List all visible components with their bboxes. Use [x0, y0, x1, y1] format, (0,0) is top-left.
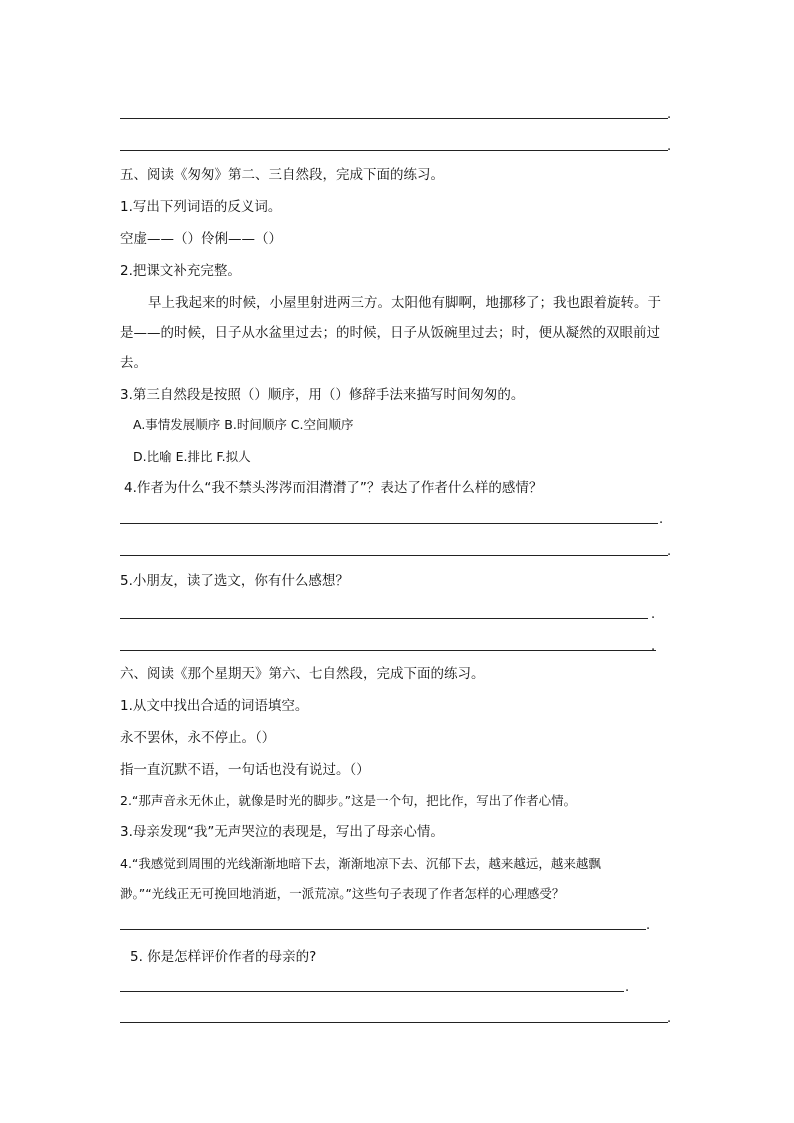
- answer-line[interactable]: [120, 1022, 668, 1023]
- passage-line-1: 早上我起来的时候，小屋里射进两三方。太阳他有脚啊，地挪移了；我也跟着旋转。于: [148, 295, 661, 311]
- passage-line-2: 是——的时候，日子从水盆里过去；的时候，日子从饭碗里过去；时，便从凝然的双眼前过: [120, 325, 660, 341]
- section-5-title: 五、阅读《匆匆》第二、三自然段，完成下面的练习。: [120, 167, 444, 183]
- question-6-1-a: 永不罢休，永不停止。（）: [120, 730, 276, 746]
- line-end-dot: .: [646, 918, 651, 933]
- question-6-4-line-1: 4.“我感觉到周围的光线渐渐地暗下去，渐渐地凉下去、沉郁下去，越来越远，越来越飘: [120, 856, 601, 871]
- section-6-title: 六、阅读《那个星期天》第六、七自然段，完成下面的练习。: [120, 666, 485, 682]
- answer-line[interactable]: [120, 555, 668, 556]
- question-5-1: 1.写出下列词语的反义词。: [120, 199, 282, 215]
- line-end-dot: .: [651, 607, 656, 622]
- question-6-5: 5. 你是怎样评价作者的母亲的?: [130, 949, 317, 965]
- question-6-1: 1.从文中找出合适的词语填空。: [120, 698, 309, 714]
- line-end-dot: .: [667, 1011, 672, 1026]
- question-5-5: 5.小朋友，读了选文，你有什么感想？: [120, 573, 349, 589]
- question-5-2: 2.把课文补充完整。: [120, 263, 241, 279]
- line-end-dot: .: [651, 639, 656, 654]
- question-6-2: 2.“那声音永无休止，就像是时光的脚步。”这是一个句，把比作，写出了作者心情。: [120, 793, 577, 808]
- line-end-dot: .: [625, 980, 630, 995]
- passage-line-3: 去。: [120, 355, 147, 371]
- answer-line[interactable]: [120, 523, 658, 524]
- answer-line[interactable]: [120, 991, 624, 992]
- question-5-4: 4.作者为什么“我不禁头涔涔而泪潸潸了”？表达了作者什么样的感情？: [124, 480, 543, 496]
- question-5-3: 3.第三自然段是按照（）顺序，用（）修辞手法来描写时间匆匆的。: [120, 387, 525, 403]
- answer-line[interactable]: [120, 650, 656, 651]
- answer-line[interactable]: [120, 618, 648, 619]
- line-end-dot: .: [667, 139, 672, 154]
- answer-line[interactable]: [120, 929, 646, 930]
- answer-line[interactable]: [120, 118, 668, 119]
- answer-line[interactable]: [120, 150, 668, 151]
- question-5-3-options-2: D.比喻 E.排比 F.拟人: [133, 449, 251, 464]
- question-6-1-b: 指一直沉默不语，一句话也没有说过。（）: [120, 762, 370, 778]
- question-5-1-items: 空虚——（）伶俐——（）: [120, 231, 282, 247]
- line-end-dot: .: [667, 107, 672, 122]
- question-6-4-line-2: 渺。”“光线正无可挽回地消逝，一派荒凉。”这些句子表现了作者怎样的心理感受？: [120, 886, 565, 901]
- line-end-dot: .: [659, 512, 664, 527]
- question-6-3: 3.母亲发现“我”无声哭泣的表现是，写出了母亲心情。: [120, 824, 444, 840]
- question-5-3-options-1: A.事情发展顺序 B.时间顺序 C.空间顺序: [133, 417, 354, 432]
- line-end-dot: .: [667, 544, 672, 559]
